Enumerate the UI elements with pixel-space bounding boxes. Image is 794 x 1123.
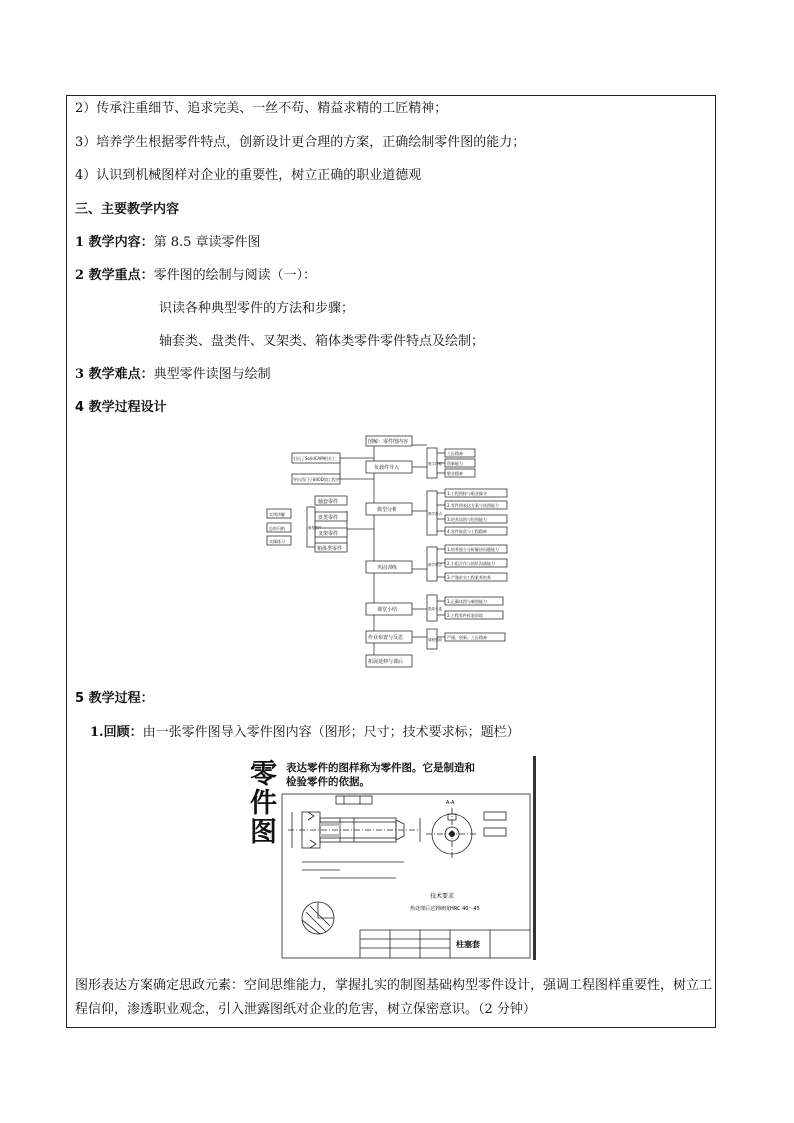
- flow-side-3: 教学难点: [428, 563, 442, 567]
- teaching-difficulty: [75, 366, 271, 384]
- flow-side-1: 教学目标: [428, 462, 442, 466]
- flow-left-note-1: 引出了SolidCAM相关工: [293, 456, 336, 461]
- flow-far-left-1: 实例讲解: [269, 512, 285, 517]
- flow-left-note-2: 导出西门子840D加工程序: [293, 477, 340, 482]
- flow-main-2: 典型分析: [377, 507, 398, 513]
- review-label: 1.回顾：: [90, 725, 143, 740]
- teaching-difficulty-text: 典型零件读图与绘制: [153, 367, 271, 382]
- figure-char-1: 零: [250, 759, 277, 790]
- figure-caption-2: 。它是制造和: [412, 762, 475, 774]
- flow-far-left-2: 总结归纳: [269, 526, 285, 531]
- flow-main-4: 课堂小结: [377, 607, 398, 613]
- summary-paragraph: 图形表达方案确定思政元素：空间思维能力，掌握扎实的制图基础构型零件设计，强调工程图样重要性，树立工程信仰，渗透职业观念，引入泄露图纸对企业的危害，树立保密意识。（2 分钟）: [75, 978, 713, 1017]
- objective-line-3: 3）培养学生根据零件特点，创新设计更合理的方案，正确绘制零件图的能力；: [75, 135, 526, 150]
- objective-line-2: 2）传承注重细节、追求完美、一丝不苟、精益求精的工匠精神；: [75, 101, 448, 116]
- flow-right-2a: 1.工程图样与职业操守: [447, 491, 487, 496]
- flow-top-node: 图解：零件图内容: [368, 439, 409, 445]
- flow-right-3c: 3.严谨求实工程素养培养: [447, 575, 491, 580]
- figure-caption-line-2: 检验零件的依据。: [286, 776, 370, 788]
- flow-right-3b: 2.小组合作与团队沟通能力: [447, 561, 495, 566]
- teaching-focus: [75, 267, 316, 285]
- process-title: 5 教学过程：: [75, 691, 154, 706]
- figure-caption-1: 表达零件的图样称为: [286, 762, 381, 774]
- flow-part-2: 盘类零件: [318, 515, 339, 521]
- teaching-content-label: 1 教学内容：: [75, 235, 154, 250]
- teaching-focus-sub-2: 轴套类、盘类件、叉架类、箱体类零件零件特点及绘制；: [159, 334, 485, 349]
- part-drawing-sketch: [280, 792, 532, 960]
- flow-part-3: 叉架零件: [318, 531, 339, 537]
- teaching-content-text: 第 8.5 章读零件图: [153, 235, 261, 250]
- figure-caption-line-1: [286, 761, 475, 775]
- flow-right-2c: 3.培养读图与绘图能力: [447, 517, 487, 522]
- flow-right-2b: 2.零件图表达方案与读图能力: [447, 503, 499, 508]
- design-title: 4 教学过程设计: [75, 400, 167, 415]
- flow-right-2d: 4.零件规范与工程精神: [447, 529, 487, 534]
- tech-requirement-text: 热处理后达到硬度HRC 40～45: [410, 906, 480, 912]
- flow-right-1a: 工匠精神: [447, 451, 463, 456]
- title-block-name: 柱塞套: [456, 940, 480, 949]
- flow-right-4b: 2.工程零件拆装训练: [447, 613, 483, 618]
- review-text: 由一张零件图导入零件图内容（图形；尺寸；技术要求标；题栏）: [142, 725, 520, 740]
- tech-requirement-title: 技术要求: [430, 893, 455, 900]
- flow-side-4: 思政元素: [428, 607, 442, 611]
- figure-edge: [533, 756, 536, 960]
- flow-right-3a: 1.培养独立分析解决问题能力: [447, 547, 499, 552]
- flow-right-4a: 1.正确读图与制图能力: [447, 599, 487, 604]
- flow-main-1: 负载件导入: [374, 465, 400, 471]
- flow-far-left-3: 实操练习: [269, 539, 285, 544]
- section-3-title: 三、主要教学内容: [75, 202, 180, 217]
- section-view-label: A-A: [446, 800, 455, 806]
- review-line: [90, 724, 520, 742]
- flow-side-5: 课程思政: [428, 638, 442, 642]
- figure-char-3: 图: [250, 817, 277, 848]
- flow-side-2: 教学重点: [428, 512, 442, 516]
- objective-line-4: 4）认识到机械图样对企业的重要性，树立正确的职业道德观: [75, 168, 422, 183]
- figure-caption-bold: 零件图: [380, 762, 412, 774]
- figure-char-2: 件: [250, 788, 277, 819]
- teaching-content: [75, 234, 261, 252]
- flow-main-3: 巩固训练: [377, 565, 398, 571]
- flow-right-1b: 创新能力: [447, 461, 463, 466]
- part-drawing-figure: [246, 756, 536, 960]
- flow-part-1: 轴套零件: [318, 499, 339, 505]
- flow-right-1c: 敬业精神: [447, 471, 463, 476]
- flow-part-label: 典型零件: [308, 526, 322, 530]
- process-flowchart: [262, 433, 524, 671]
- flow-part-4: 箱体类零件: [317, 546, 343, 552]
- teaching-difficulty-label: 3 教学难点：: [75, 367, 154, 382]
- teaching-focus-label: 2 教学重点：: [75, 268, 154, 283]
- flow-main-6: 拓展延伸与课后: [368, 659, 404, 665]
- flow-right-5a: 严谨、创新、工匠精神: [447, 635, 487, 640]
- teaching-focus-text: 零件图的绘制与阅读（一）：: [153, 268, 317, 283]
- teaching-focus-sub-1: 识读各种典型零件的方法和步骤；: [159, 301, 355, 316]
- flow-main-5: 作业布置与反思: [368, 635, 404, 641]
